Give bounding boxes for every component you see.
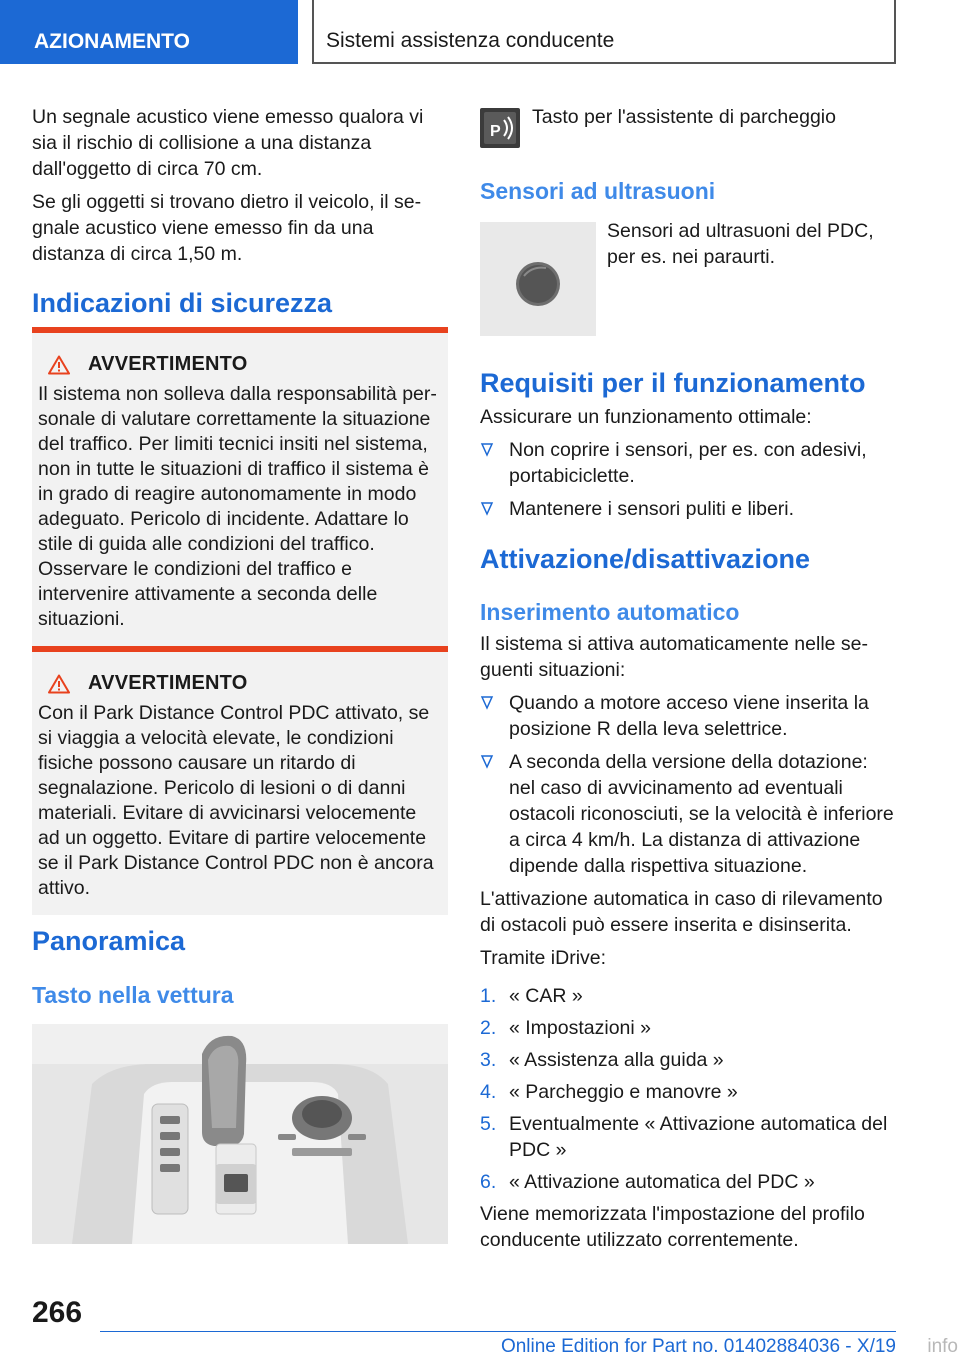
triangle-bullet-icon [480,501,494,517]
warning-title-row [38,672,438,695]
triangle-bullet-icon [480,754,494,770]
triangle-bullet-icon [480,695,494,711]
heading-requisiti: Requisiti per il funzionamento [480,368,866,398]
center-console-image [32,1024,448,1244]
heading-sicurezza: Indicazioni di sicurezza [32,288,333,318]
header-title: Sistemi assistenza conducente [326,29,615,52]
warning-triangle-icon [48,355,70,375]
paragraph-collision-distance: Un segnale acustico viene emesso qualora vi sia il rischio di collisione a una distanza dall'oggetto di circa 70 cm. [32,106,424,180]
list-item: A seconda della versione della dotazione: nel caso di avvicinamento ad eventuali ostacoli riconosciuti, se la velocità è inferiore a circa 4 km/h. La distanza di attivazione dipende dalla rispettiva situazione. [480,749,896,879]
heading-sensori: Sensori ad ultrasuoni [480,178,716,204]
heading-inserimento: Inserimento automatico [480,599,740,625]
watermark: info [927,1336,958,1357]
heading-tasto-vettura: Tasto nella vettura [32,982,234,1008]
header-section-tab [0,0,298,64]
inserimento-intro: Il sistema si attiva automaticamente nelle seguenti situazioni: [480,633,869,681]
list-item: Quando a motore acceso viene inserita la posizione R della leva selettrice. [480,690,896,742]
warning-title: AVVERTIMENTO [88,672,248,694]
list-item: 2. « Impostazioni » [480,1017,651,1039]
sensori-caption: Sensori ad ultrasuoni del PDC, per es. nei paraurti. [607,220,874,268]
header-title-box [312,0,896,64]
list-item: 5. Eventualmente « Attivazione automatica del PDC » [480,1113,888,1161]
list-item: 6. « Attivazione automatica del PDC » [480,1171,815,1193]
requisiti-intro: Assicurare un funzionamento ottimale: [480,406,812,428]
warning-title: AVVERTIMENTO [88,353,248,375]
footer-divider [100,1331,896,1332]
list-item: 1. « CAR » [480,985,583,1007]
warning-text: Il sistema non solleva dalla responsabilità personale di valutare correttamente la situazione del traffico. Per limiti tecnici insiti nel sistema, non in tutte le situazioni di traffico il sistema è in grado di reagire autonomamente in modo adeguato. Pericolo di incidente. Adattare lo stile di guida alle condizioni del traffico. Osservare le condizioni del traffico e intervenire attivamente a seconda delle situazioni. [38,383,437,630]
auto-activation-text: L'attivazione automatica in caso di rilevamento di ostacoli può essere inserita e disinserita. [480,888,883,936]
header-section-label: AZIONAMENTO [34,30,190,53]
warning-box-1 [32,327,448,646]
svg-text:P: P [490,123,501,140]
park-assist-button-icon [480,108,520,148]
warning-title-row [38,353,438,376]
inserimento-list [480,690,896,879]
edition-info: Online Edition for Part no. 01402884036 - X/19 [500,1336,896,1357]
left-intro [32,104,448,274]
paragraph-rear-distance: Se gli oggetti si trovano dietro il veicolo, il segnale acustico viene emesso fin da una distanza di circa 1,50 m. [32,191,422,265]
heading-panoramica: Panoramica [32,926,186,956]
list-item: Non coprire i sensori, per es. con adesivi, portabiciclette. [480,437,896,489]
requisiti-section [480,404,896,529]
heading-attivazione: Attivazione/disattivazione [480,544,811,574]
warning-triangle-icon [48,674,70,694]
tasto-caption: Tasto per l'assistente di parcheggio [532,106,836,128]
ultrasonic-sensor-image [480,222,596,336]
idrive-steps [480,983,896,1195]
inserimento-section [480,631,896,1260]
warning-box-2 [32,646,448,915]
list-item: 3. « Assistenza alla guida » [480,1049,724,1071]
list-item: Mantenere i sensori puliti e liberi. [480,496,896,522]
warning-text: Con il Park Distance Control PDC attivato, se si viaggia a velocità elevate, le condizioni fisiche possono causare un ritardo di segnalazione. Pericolo di lesioni o di danni materiali. Evitare di avvicinarsi velocemente ad un oggetto. Evitare di partire velocemente se il Park Distance Control PDC non è ancora attivo. [38,702,434,899]
page-number: 266 [32,1296,83,1329]
idrive-label: Tramite iDrive: [480,947,607,969]
memo-text: Viene memorizzata l'impostazione del profilo conducente utilizzato correntemente. [480,1203,865,1251]
triangle-bullet-icon [480,442,494,458]
requisiti-list [480,437,896,522]
list-item: 4. « Parcheggio e manovre » [480,1081,738,1103]
